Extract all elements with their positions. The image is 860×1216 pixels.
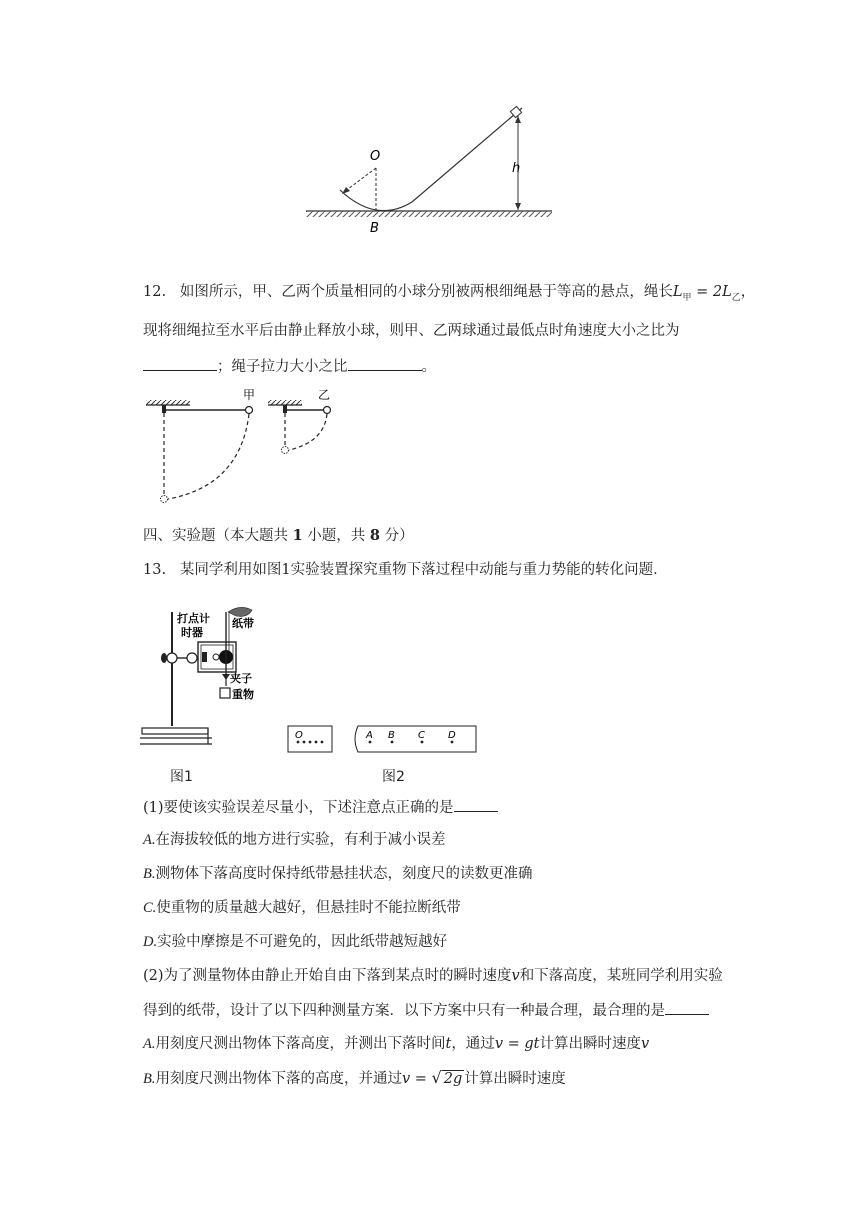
dot-a xyxy=(369,741,372,744)
option-letter: D. xyxy=(143,934,158,950)
option-text: 用刻度尺测出物体下落的高度，并通过 xyxy=(155,1071,402,1087)
clamp-knob xyxy=(161,653,167,663)
arrow-down-icon xyxy=(515,203,521,210)
label-dot-d: D xyxy=(448,730,456,741)
stand-base xyxy=(142,728,208,734)
timer-part xyxy=(202,652,207,662)
ball-jia-low xyxy=(161,496,168,503)
q13-p1 xyxy=(143,797,498,818)
option-letter: A. xyxy=(143,1036,156,1052)
q13-p1-option-c xyxy=(143,898,461,918)
dot-1 xyxy=(303,741,306,744)
dot-3 xyxy=(315,741,318,744)
q12-formula-mid: = 2 xyxy=(691,284,723,300)
ball-yi-low xyxy=(282,447,289,454)
section-count: 1 xyxy=(292,527,303,544)
q12-number: 12. xyxy=(143,284,167,300)
answer-blank-3[interactable] xyxy=(454,797,498,812)
option-letter: C. xyxy=(143,900,157,916)
label-o: O xyxy=(370,149,381,164)
var-v: v xyxy=(511,968,520,984)
clamp-joint xyxy=(167,653,177,663)
q13-stem xyxy=(143,560,668,580)
dot-4 xyxy=(321,741,324,744)
fig1-apparatus xyxy=(140,594,270,790)
fig2-caption: 图2 xyxy=(382,769,405,785)
q13-p1-option-d xyxy=(143,932,447,952)
tape-piece-2 xyxy=(355,726,476,752)
option-letter: A. xyxy=(143,832,156,848)
label-timer2: 时器 xyxy=(181,626,203,639)
label-jia: 甲 xyxy=(243,388,256,402)
sqrt-icon: √ xyxy=(431,1068,442,1087)
label-tape: 纸带 xyxy=(232,617,254,630)
answer-blank-2[interactable] xyxy=(348,356,422,371)
label-dot-a: A xyxy=(366,730,373,741)
option-text: 测物体下落高度时保持纸带悬挂状态，刻度尺的读数更准确 xyxy=(155,866,533,882)
q13-p2-text3: 得到的纸带，设计了以下四种测量方案．以下方案中只有一种最合理，最合理的是 xyxy=(143,1003,665,1019)
q12-sub-jia: 甲 xyxy=(682,292,692,303)
var-v: v xyxy=(640,1036,650,1052)
q13-p1-text: (1)要使该实验误差尽量小，下述注意点正确的是 xyxy=(143,800,454,816)
option-text: 计算出瞬时速度 xyxy=(464,1071,566,1087)
q12-sub-yi: 乙 xyxy=(731,292,741,303)
ceiling-yi xyxy=(268,400,302,405)
clip-icon xyxy=(222,674,230,680)
q13-text: 某同学利用如图1实验装置探究重物下落过程中动能与重力势能的转化问题． xyxy=(179,562,668,578)
label-weight: 重物 xyxy=(232,688,254,701)
section-score: 8 xyxy=(369,527,381,544)
option-letter: B. xyxy=(143,866,156,882)
answer-blank-1[interactable] xyxy=(143,356,217,371)
pivot-yi xyxy=(283,405,287,413)
dot-2 xyxy=(309,741,312,744)
q12-line3-mid: ；绳子拉力大小之比 xyxy=(217,359,348,375)
q12-line1 xyxy=(143,282,755,308)
answer-blank-4[interactable] xyxy=(665,1000,709,1015)
q12-line1-end: ， xyxy=(740,284,756,300)
q13-p2-line2 xyxy=(143,1000,709,1021)
option-letter: B. xyxy=(143,1071,156,1087)
section-mid: 小题，共 xyxy=(302,528,370,544)
ball-jia xyxy=(246,407,253,414)
formula-root: 2g xyxy=(443,1071,463,1087)
q12-text1: 如图所示，甲、乙两个质量相同的小球分别被两根细绳悬于等高的悬点，绳长 xyxy=(179,284,673,300)
section-post: 分） xyxy=(380,528,414,544)
option-text: 用刻度尺测出物体下落高度，并测出下落时间 xyxy=(155,1036,446,1052)
q12-line2: 现将细绳拉至水平后由静止释放小球，则甲、乙两球通过最低点时角速度大小之比为 xyxy=(143,323,680,339)
arc-yi xyxy=(289,414,327,450)
q13-p2-line1 xyxy=(143,966,723,986)
dot-b xyxy=(391,741,394,744)
ground-hatch xyxy=(306,211,552,217)
fig1-caption: 图1 xyxy=(170,769,193,785)
option-text: 实验中摩擦是不可避免的，因此纸带越短越好 xyxy=(157,934,448,950)
var-t: t xyxy=(445,1036,452,1052)
q12-line3-end: 。 xyxy=(421,359,436,375)
q13-p2-option-b xyxy=(143,1068,566,1089)
dot-o xyxy=(297,741,300,744)
hand-icon xyxy=(228,607,252,616)
ball-yi xyxy=(324,407,331,414)
clamp-joint2 xyxy=(187,653,197,663)
weight-icon xyxy=(220,688,230,698)
radius-slant xyxy=(344,168,376,192)
option-text: ，通过 xyxy=(451,1036,495,1052)
label-dot-b: B xyxy=(388,730,395,741)
q12-formula-l2: L xyxy=(722,284,732,300)
label-dot-o: O xyxy=(295,730,303,741)
label-timer: 打点计 xyxy=(177,612,210,625)
q12-figure xyxy=(140,386,350,510)
dot-c xyxy=(421,741,424,744)
track-curve xyxy=(340,108,522,211)
q13-p1-option-b xyxy=(143,864,532,884)
formula-v-gt: v = gt xyxy=(494,1036,540,1052)
q13-p1-option-a xyxy=(143,830,445,850)
option-text: 计算出瞬时速度 xyxy=(539,1036,641,1052)
label-dot-c: C xyxy=(418,730,425,741)
label-b: B xyxy=(370,221,379,236)
q12-line3 xyxy=(143,356,436,377)
q13-p2-text2: 和下落高度，某班同学利用实验 xyxy=(519,968,723,984)
arc-jia xyxy=(168,414,249,499)
fig2-tape xyxy=(286,720,482,760)
q12-formula-l1: L xyxy=(672,284,683,300)
label-h: h xyxy=(512,161,521,176)
formula-v: v = xyxy=(401,1071,432,1087)
option-text: 在海拔较低的地方进行实验，有利于减小误差 xyxy=(155,832,446,848)
pivot-jia xyxy=(162,405,166,413)
q13-p2-text1: (2)为了测量物体由静止开始自由下落到某点时的瞬时速度 xyxy=(143,968,512,984)
timer-dot xyxy=(213,654,219,660)
label-yi: 乙 xyxy=(318,388,331,402)
option-text: 使重物的质量越大越好，但悬挂时不能拉断纸带 xyxy=(156,900,461,916)
arrow-icon xyxy=(342,187,350,194)
dot-d xyxy=(451,741,454,744)
q11-figure xyxy=(300,98,560,238)
q13-p2-option-a xyxy=(143,1034,649,1054)
section-heading xyxy=(143,526,414,546)
section-pre: 四、实验题（本大题共 xyxy=(143,528,293,544)
q13-number: 13. xyxy=(143,562,167,578)
ceiling-jia xyxy=(146,400,190,405)
label-clip: 夹子 xyxy=(230,672,252,685)
